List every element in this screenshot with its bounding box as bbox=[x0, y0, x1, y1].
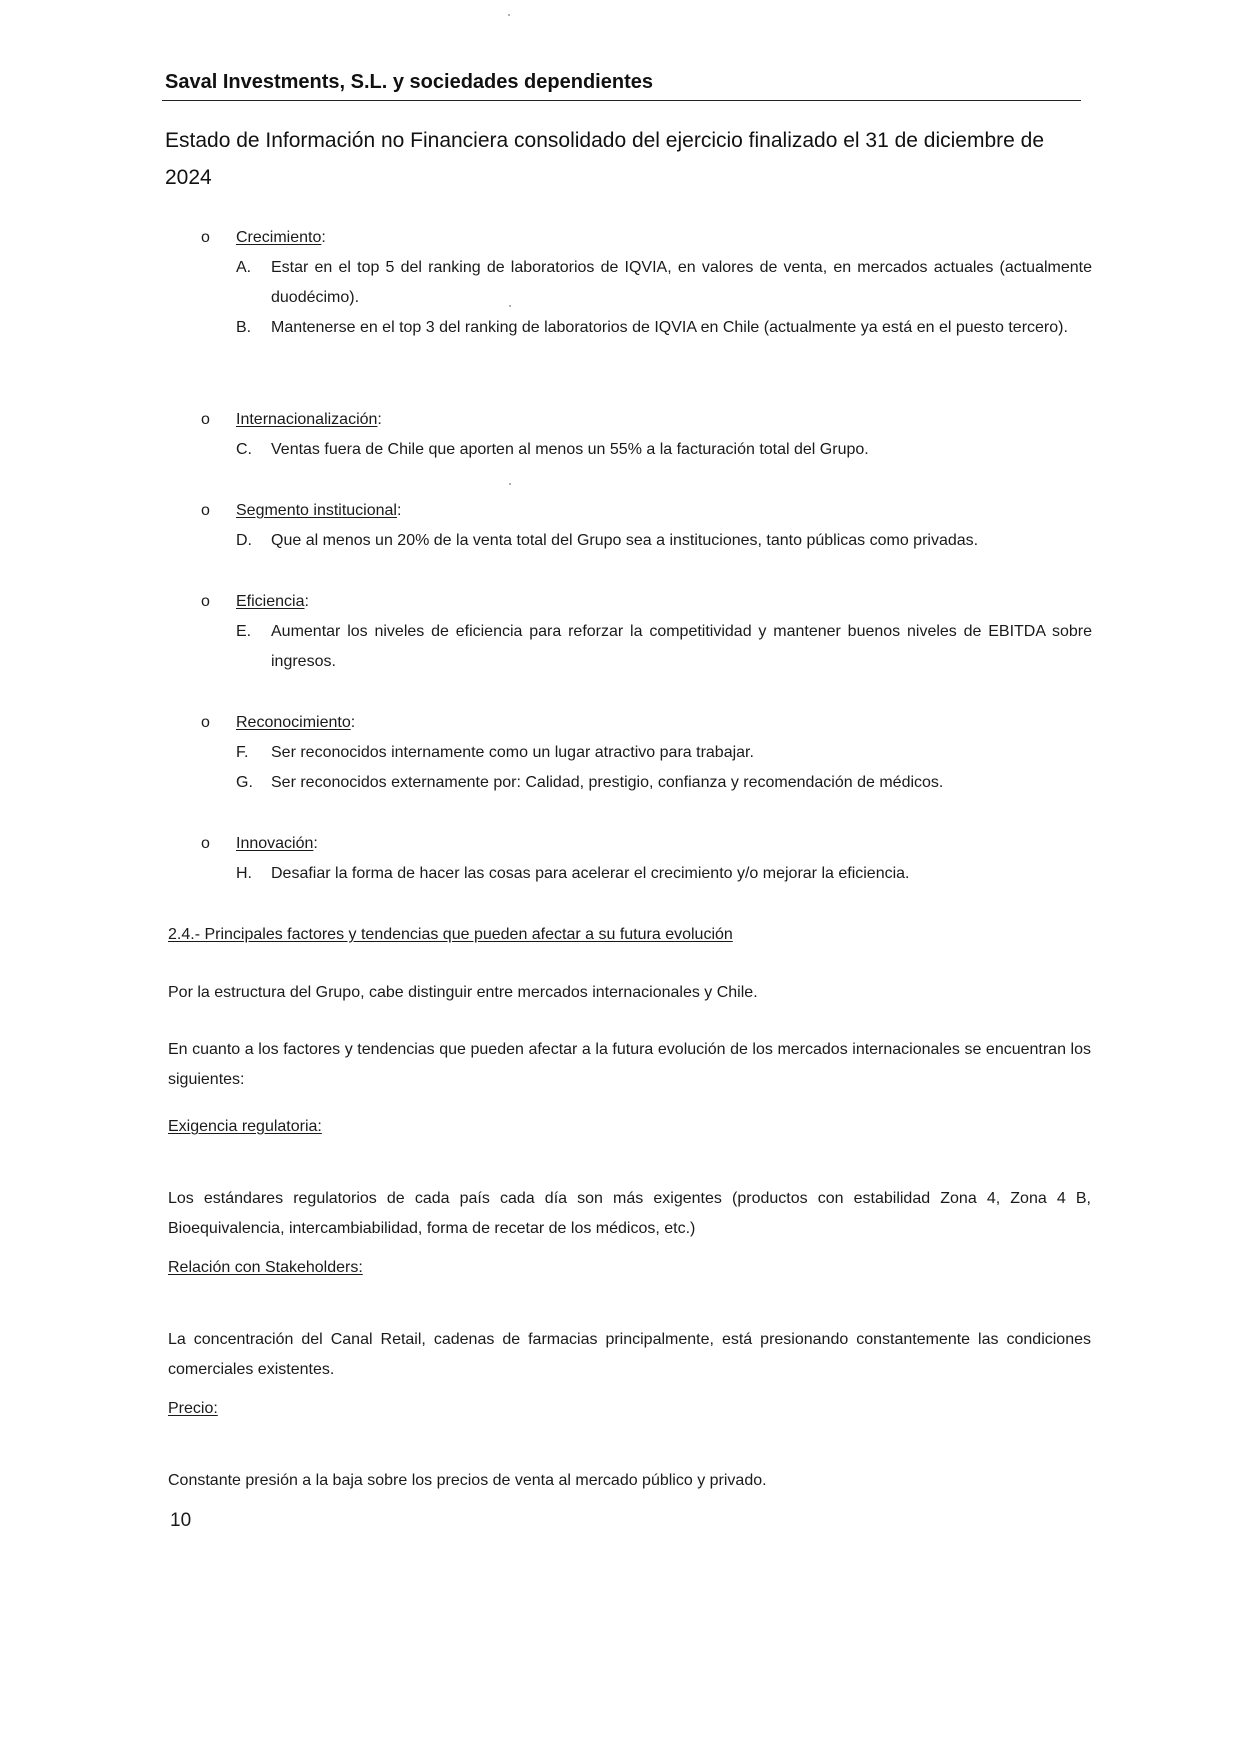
item-letter: H. bbox=[236, 865, 252, 882]
item-text: Aumentar los niveles de eficiencia para reforzar la competitividad y mantener buenos niveles de EBITDA sobre ingresos. bbox=[271, 623, 1092, 670]
bullet-marker: o bbox=[201, 593, 210, 610]
section-lead: En cuanto a los factores y tendencias que pueden afectar a la futura evolución de los mercados internacionales se encuentran los siguientes: bbox=[168, 1041, 1091, 1088]
header-divider bbox=[162, 100, 1081, 101]
objective-label: Reconocimiento: bbox=[236, 714, 356, 731]
item-letter: B. bbox=[236, 319, 252, 336]
scan-speck bbox=[508, 14, 510, 16]
scan-speck bbox=[509, 305, 511, 307]
item-letter: C. bbox=[236, 441, 252, 458]
objective-label: Crecimiento: bbox=[236, 229, 326, 246]
item-text: Estar en el top 5 del ranking de laboratorios de IQVIA, en valores de venta, en mercados actuales (actualmente duodécimo). bbox=[271, 259, 1092, 306]
factor-text-regulatoria: Los estándares regulatorios de cada país cada día son más exigentes (productos con estabilidad Zona 4, Zona 4 B, Bioequivalencia, intercambiabilidad, forma de recetar de los médicos, etc.) bbox=[168, 1190, 1091, 1237]
factor-title-precio: Precio: bbox=[168, 1400, 218, 1417]
item-text: Desafiar la forma de hacer las cosas para acelerar el crecimiento y/o mejorar la eficiencia. bbox=[271, 865, 910, 882]
factor-title-stakeholders: Relación con Stakeholders: bbox=[168, 1259, 363, 1276]
bullet-marker: o bbox=[201, 714, 210, 731]
objective-label: Eficiencia: bbox=[236, 593, 309, 610]
bullet-marker: o bbox=[201, 229, 210, 246]
factor-title-regulatoria: Exigencia regulatoria: bbox=[168, 1118, 322, 1135]
item-text: Mantenerse en el top 3 del ranking de laboratorios de IQVIA en Chile (actualmente ya está en el puesto tercero). bbox=[271, 319, 1068, 336]
company-header: Saval Investments, S.L. y sociedades dependientes bbox=[165, 71, 653, 93]
item-letter: A. bbox=[236, 259, 252, 276]
objective-label: Segmento institucional: bbox=[236, 502, 402, 519]
item-text: Ventas fuera de Chile que aporten al menos un 55% a la facturación total del Grupo. bbox=[271, 441, 869, 458]
factor-text-stakeholders: La concentración del Canal Retail, cadenas de farmacias principalmente, está presionando constantemente las condiciones comerciales existentes. bbox=[168, 1331, 1091, 1378]
document-title: Estado de Información no Financiera consolidado del ejercicio finalizado el 31 de diciembre de 2024 bbox=[165, 129, 1045, 189]
page-number: 10 bbox=[170, 1510, 192, 1531]
bullet-marker: o bbox=[201, 502, 210, 519]
item-letter: G. bbox=[236, 774, 253, 791]
objective-label: Internacionalización: bbox=[236, 411, 382, 428]
item-text: Ser reconocidos internamente como un lugar atractivo para trabajar. bbox=[271, 744, 754, 761]
objective-label: Innovación: bbox=[236, 835, 318, 852]
section-heading: 2.4.- Principales factores y tendencias que pueden afectar a su futura evolución bbox=[168, 926, 733, 943]
item-letter: F. bbox=[236, 744, 249, 761]
item-letter: D. bbox=[236, 532, 252, 549]
item-letter: E. bbox=[236, 623, 252, 640]
item-text: Que al menos un 20% de la venta total del Grupo sea a instituciones, tanto públicas como privadas. bbox=[271, 532, 979, 549]
bullet-marker: o bbox=[201, 835, 210, 852]
scan-speck bbox=[509, 483, 511, 485]
bullet-marker: o bbox=[201, 411, 210, 428]
item-text: Ser reconocidos externamente por: Calidad, prestigio, confianza y recomendación de médicos. bbox=[271, 774, 944, 791]
section-intro: Por la estructura del Grupo, cabe distinguir entre mercados internacionales y Chile. bbox=[168, 984, 758, 1001]
factor-text-precio: Constante presión a la baja sobre los precios de venta al mercado público y privado. bbox=[168, 1472, 767, 1489]
